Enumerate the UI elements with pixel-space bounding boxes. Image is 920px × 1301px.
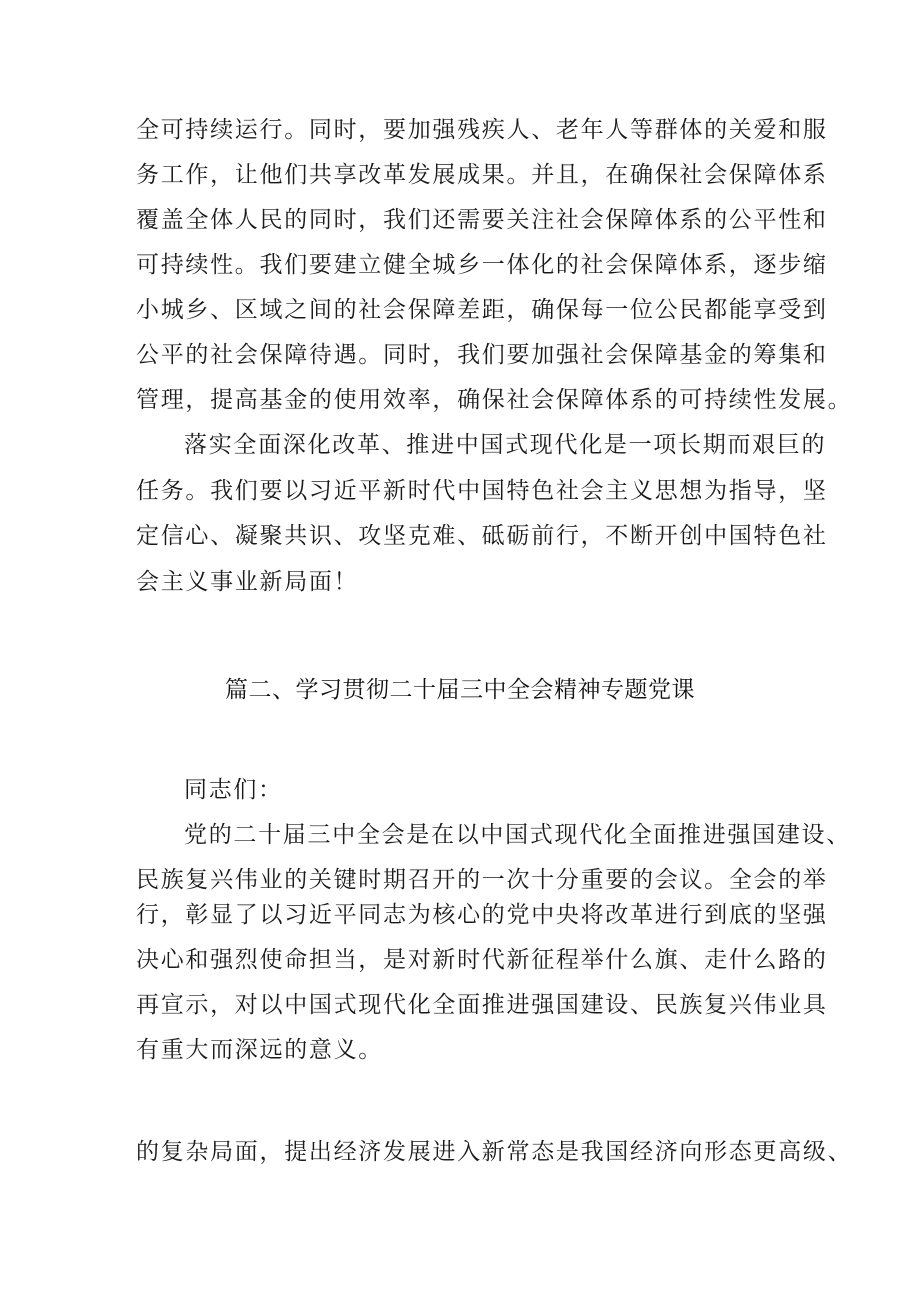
paragraph-line: 有重大而深远的意义。 xyxy=(136,1037,383,1063)
paragraph-line: 定信心、凝聚共识、攻坚克难、砥砺前行，不断开创中国特色社 xyxy=(136,523,828,549)
paragraph-line: 务工作，让他们共享改革发展成果。并且，在确保社会保障体系 xyxy=(136,162,828,188)
paragraph-line: 小城乡、区域之间的社会保障差距，确保每一位公民都能享受到 xyxy=(136,297,828,323)
paragraph-line: 民族复兴伟业的关键时期召开的一次十分重要的会议。全会的举 xyxy=(136,867,828,893)
paragraph-line: 任务。我们要以习近平新时代中国特色社会主义思想为指导，坚 xyxy=(136,478,828,504)
paragraph-line: 管理，提高基金的使用效率，确保社会保障体系的可持续性发展。 xyxy=(136,387,853,413)
paragraph-line: 覆盖全体人民的同时，我们还需要关注社会保障体系的公平性和 xyxy=(136,207,828,233)
paragraph-line: 全可持续运行。同时，要加强残疾人、老年人等群体的关爱和服 xyxy=(136,117,828,143)
paragraph-line: 的复杂局面，提出经济发展进入新常态是我国经济向形态更高级、 xyxy=(136,1139,853,1165)
paragraph-line: 党的二十届三中全会是在以中国式现代化全面推进强国建设、 xyxy=(184,822,851,848)
paragraph-line: 会主义事业新局面！ xyxy=(136,569,359,595)
paragraph-line: 决心和强烈使命担当，是对新时代新征程举什么旗、走什么路的 xyxy=(136,947,828,973)
paragraph-line: 再宣示，对以中国式现代化全面推进强国建设、民族复兴伟业具 xyxy=(136,992,828,1018)
paragraph-line: 落实全面深化改革、推进中国式现代化是一项长期而艰巨的 xyxy=(184,432,827,458)
paragraph-line: 行，彰显了以习近平同志为核心的党中央将改革进行到底的坚强 xyxy=(136,902,828,928)
paragraph-line: 可持续性。我们要建立健全城乡一体化的社会保障体系，逐步缩 xyxy=(136,252,828,278)
paragraph-line: 公平的社会保障待遇。同时，我们要加强社会保障基金的筹集和 xyxy=(136,342,828,368)
salutation: 同志们： xyxy=(184,777,283,803)
section-heading: 篇二、学习贯彻二十届三中全会精神专题党课 xyxy=(225,677,695,703)
